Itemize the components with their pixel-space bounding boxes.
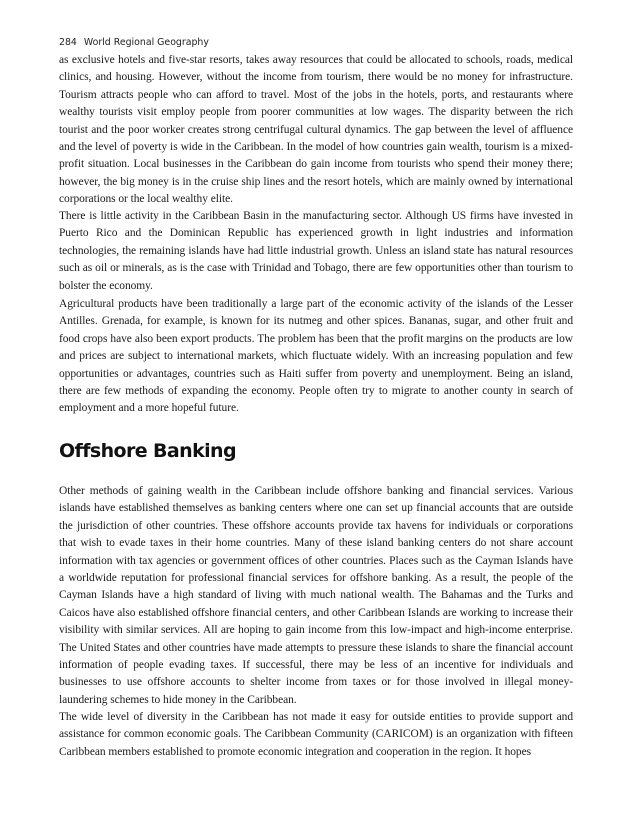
paragraph-offshore-banking: Other methods of gaining wealth in the Caribbean include offshore banking and financial services. Various islands have established themselves as banking centers where one can set up financial accounts that are outside the jurisdiction of other countries. These offshore accounts provide tax havens for individuals or corporations that wish to evade taxes in their home countries. Many of these island banking centers do not share account information with tax agencies or government offices of other countries. Places such as the Cayman Islands have a worldwide reputation for professional financial services for offshore banking. As a result, the people of the Cayman Islands have a high standard of living with much national wealth. The Bahamas and the Turks and Caicos have also established offshore financial centers, and other Caribbean Islands are working to increase their visibility with similar services. All are hoping to gain income from this low-impact and high-income enterprise. The United States and other countries have made attempts to pressure these islands to share the financial account information of people evading taxes. If successful, there may be less of an incentive for individuals and businesses to use offshore accounts to shelter income from taxes or for those involved in illegal money-laundering schemes to hide money in the Caribbean. [59,485,573,706]
paragraph-agriculture: Agricultural products have been traditionally a large part of the economic activity of the islands of the Lesser Antilles. Grenada, for example, is known for its nutmeg and other spices. Bananas, sugar, and other fruit and food crops have also been export products. The problem has been that the profit margins on the products are low and prices are subject to international markets, which fluctuate widely. With an increasing population and few opportunities or advantages, countries such as Haiti suffer from poverty and unemployment. Being an island, there are few methods of expanding the economy. People often try to migrate to another county in search of employment and a more hopeful future. [59,298,573,415]
paragraph-manufacturing: There is little activity in the Caribbean Basin in the manufacturing sector. Although US firms have invested in Puerto Rico and the Dominican Republic has experienced growth in light industries and information technologies, the remaining islands have had little industrial growth. Unless an island state has natural resources such as oil or minerals, as is the case with Trinidad and Tobago, there are few opportunities other than tourism to bolster the economy. [59,210,573,292]
book-title: World Regional Geography [83,37,209,48]
paragraph-caricom: The wide level of diversity in the Caribbean has not made it easy for outside entities to provide support and assistance for common economic goals. The Caribbean Community (CARICOM) is an organization with fifteen Caribbean members established to promote economic integration and cooperation in the region. It hopes [59,711,573,758]
page-number: 284 [59,37,77,48]
paragraph-tourism-disparity: as exclusive hotels and five-star resorts, takes away resources that could be allocated to schools, roads, medical clinics, and housing. However, without the income from tourism, there would be no money for infrastructure. Tourism attracts people who can afford to travel. Most of the jobs in the hotels, ports, and restaurants where wealthy tourists visit employ people from poorer communities at low wages. The disparity between the rich tourist and the poor worker creates strong centrifugal cultural dynamics. The gap between the level of affluence and the level of poverty is wide in the Caribbean. In the model of how countries gain wealth, tourism is a mixed-profit situation. Local businesses in the Caribbean do gain income from tourists who spend their money there; however, the big money is in the cruise ship lines and the resort hotels, which are mainly owned by international corporations or the local wealthy elite. [59,54,573,206]
section-heading: Offshore Banking [59,440,236,462]
running-header [59,37,209,48]
